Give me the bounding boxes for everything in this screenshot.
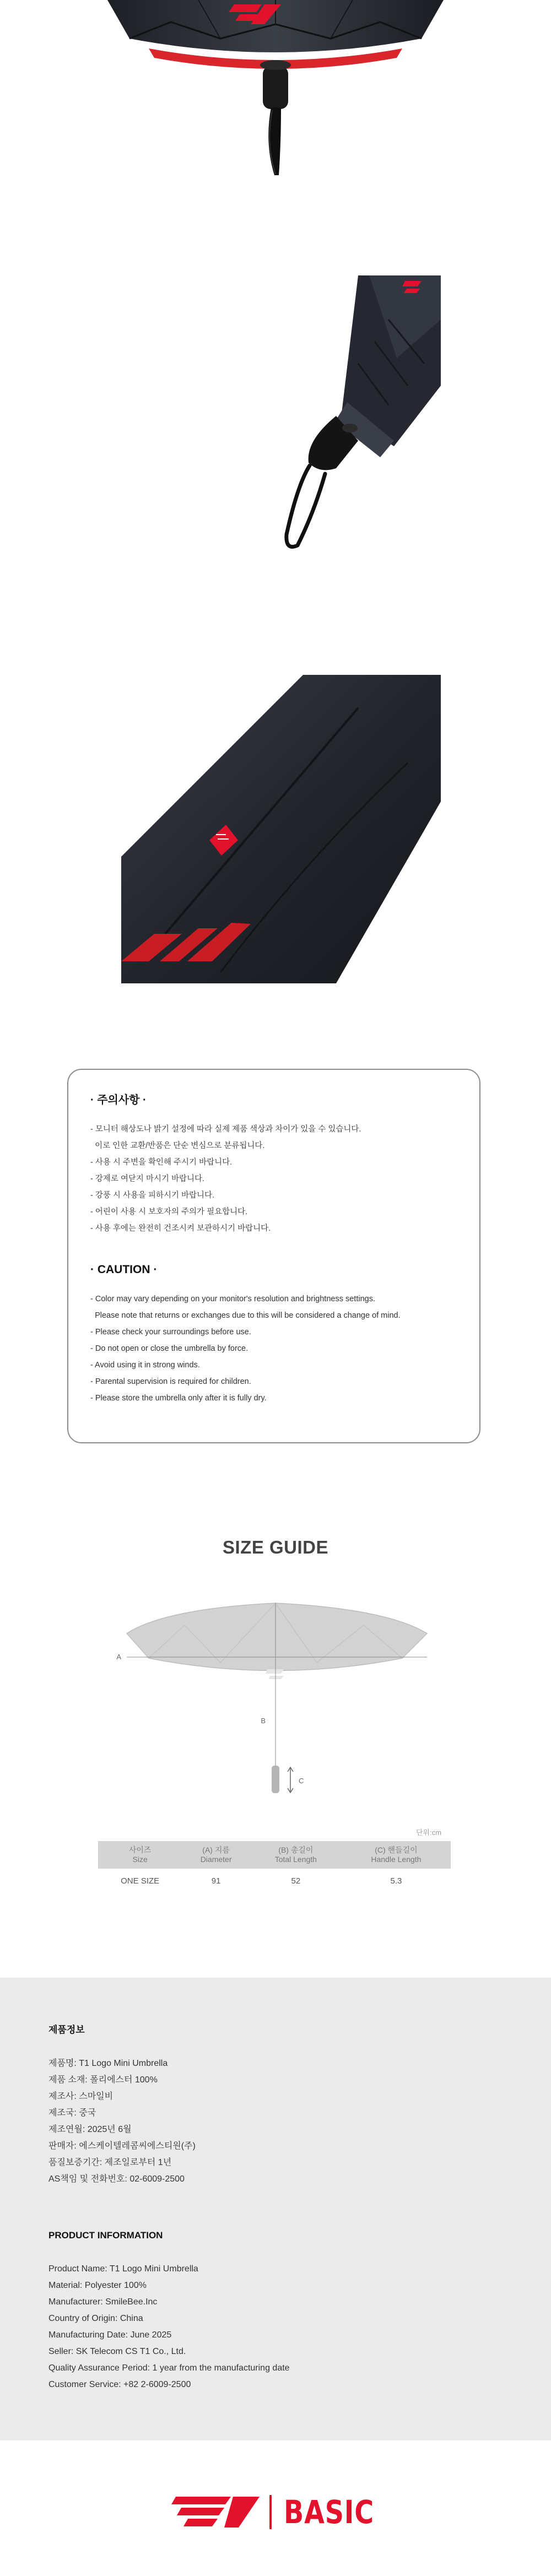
caution-item: - Avoid using it in strong winds.	[90, 1361, 200, 1370]
size-guide-title: SIZE GUIDE	[222, 1537, 329, 1557]
caution-item: - 강제로 여닫지 마시기 바랍니다.	[90, 1175, 205, 1183]
size-header: 사이즈 Size	[98, 1841, 182, 1869]
caution-item: - 강풍 시 사용을 피하시기 바랍니다.	[90, 1191, 215, 1200]
total-length-cell: 52	[291, 1876, 301, 1886]
info-item: 제조사: 스마일비	[48, 2092, 114, 2101]
table-row	[98, 1869, 451, 1893]
product-info-kr	[48, 2022, 196, 2188]
caution-item: 이로 인한 교환/반품은 단순 변심으로 분류됩니다.	[90, 1141, 265, 1150]
size-table	[98, 1841, 451, 1893]
info-item: Customer Service: +82 2-6009-2500	[48, 2380, 191, 2389]
umbrella-handle-photo	[276, 275, 441, 562]
caution-item: - 모니터 해상도나 밝기 설정에 따라 실제 제품 색상과 차이가 있을 수 있습니다.	[90, 1125, 361, 1134]
umbrella-closed-photo	[121, 675, 441, 983]
info-item: Product Name: T1 Logo Mini Umbrella	[48, 2264, 198, 2274]
info-item: Manufacturing Date: June 2025	[48, 2330, 172, 2340]
caution-list-kr	[90, 1121, 457, 1237]
size-header: (A) 지름 Diameter	[182, 1841, 250, 1869]
caution-item: - 사용 시 주변을 확인해 주시기 바랍니다.	[90, 1158, 233, 1167]
caution-item: - Please store the umbrella only after it is fully dry.	[90, 1394, 267, 1403]
size-diagram	[94, 1587, 446, 1818]
diameter-cell: 91	[211, 1876, 221, 1886]
caution-title-kr: · 주의사항 ·	[90, 1094, 147, 1106]
label-a: A	[116, 1653, 121, 1661]
unit-note: 단위:cm	[416, 1828, 442, 1837]
info-item: 제조연월: 2025년 6월	[48, 2125, 132, 2134]
info-item: AS책임 및 전화번호: 02-6009-2500	[48, 2174, 185, 2184]
caution-list-en	[90, 1291, 457, 1406]
caution-item: Please note that returns or exchanges due to this will be considered a change of mind.	[90, 1311, 401, 1320]
product-info-en	[48, 2230, 290, 2393]
info-heading-en: PRODUCT INFORMATION	[48, 2230, 163, 2241]
info-item: 제품명: T1 Logo Mini Umbrella	[48, 2059, 168, 2068]
caution-title-en: · CAUTION ·	[90, 1263, 158, 1276]
t1-logo-icon	[171, 2494, 260, 2530]
info-list-kr	[48, 2055, 196, 2188]
size-header: (C) 핸들길이 Handle Length	[342, 1841, 451, 1869]
info-item: Country of Origin: China	[48, 2314, 143, 2323]
brand-label: BASIC	[283, 2493, 374, 2531]
info-item: 제조국: 중국	[48, 2108, 96, 2118]
logo-divider	[269, 2495, 272, 2529]
info-item: Manufacturer: SmileBee.Inc	[48, 2297, 158, 2307]
caution-item: - Do not open or close the umbrella by force.	[90, 1344, 249, 1353]
caution-item: - Please check your surroundings before use.	[90, 1328, 251, 1336]
caution-box	[67, 1069, 480, 1443]
product-info-panel	[0, 1978, 551, 2440]
umbrella-open-photo	[99, 0, 452, 182]
size-table-header	[98, 1841, 451, 1869]
size-header: (B) 총길이 Total Length	[250, 1841, 342, 1869]
info-item: Material: Polyester 100%	[48, 2281, 147, 2290]
caution-item: - Color may vary depending on your monitor's resolution and brightness settings.	[90, 1295, 375, 1303]
caution-item: - Parental supervision is required for children.	[90, 1377, 251, 1386]
caution-item: - 어린이 사용 시 보호자의 주의가 필요합니다.	[90, 1208, 248, 1216]
info-item: 판매자: 에스케이텔레콤씨에스티원(주)	[48, 2141, 196, 2151]
footer-logo	[0, 2490, 551, 2534]
caution-item: - 사용 후에는 완전히 건조시켜 보관하시기 바랍니다.	[90, 1224, 271, 1233]
info-item: 품질보증기간: 제조일로부터 1년	[48, 2158, 172, 2167]
size-cell: ONE SIZE	[121, 1876, 160, 1886]
info-list-en	[48, 2261, 290, 2393]
handle-length-cell: 5.3	[390, 1876, 402, 1886]
info-item: Quality Assurance Period: 1 year from the manufacturing date	[48, 2363, 290, 2373]
info-item: 제품 소재: 폴리에스터 100%	[48, 2075, 158, 2085]
info-heading-kr: 제품정보	[48, 2025, 85, 2035]
label-b: B	[261, 1717, 266, 1725]
label-c: C	[299, 1777, 304, 1785]
info-item: Seller: SK Telecom CS T1 Co., Ltd.	[48, 2347, 186, 2356]
